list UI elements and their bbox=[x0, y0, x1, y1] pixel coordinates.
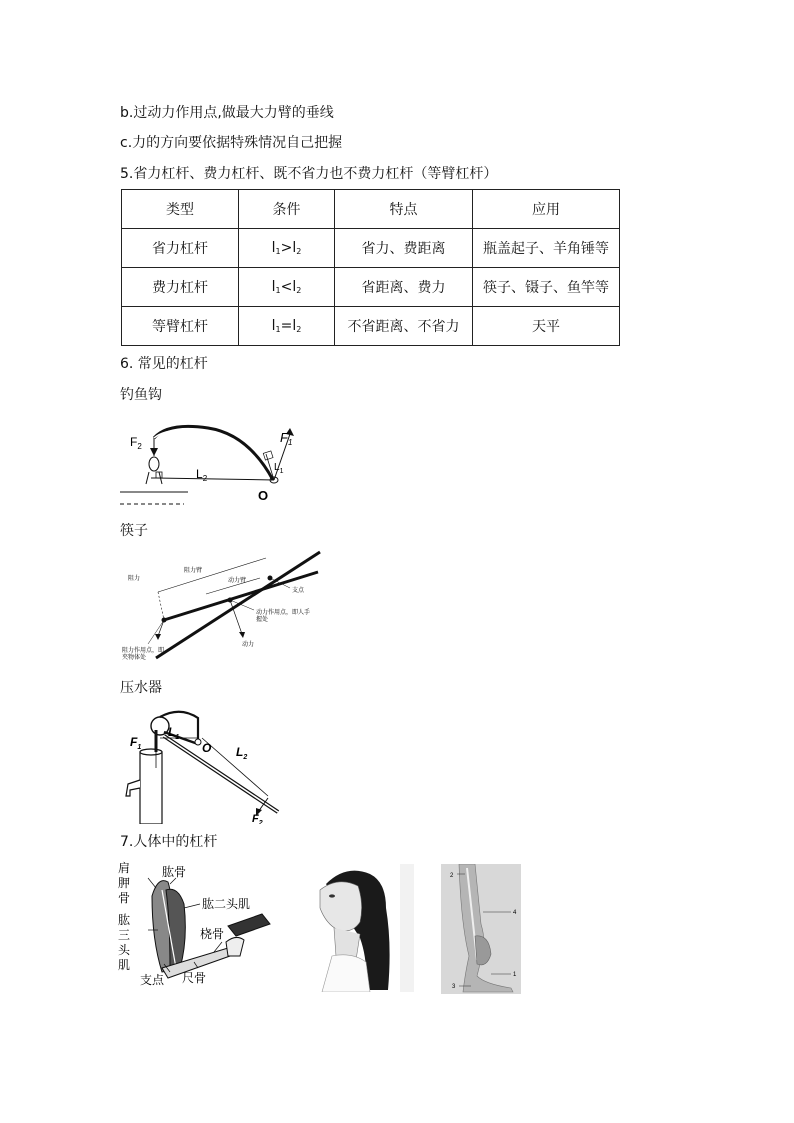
power-arrow-icon bbox=[239, 632, 245, 638]
hand-shape bbox=[226, 937, 244, 956]
chopsticks-figure bbox=[118, 548, 324, 664]
biceps-leader bbox=[184, 904, 200, 908]
table-row bbox=[122, 307, 620, 346]
water-pump-figure bbox=[118, 704, 290, 824]
cond-op: = bbox=[280, 318, 293, 334]
l2-arm bbox=[156, 478, 274, 480]
cell-feature: 不省距离、不省力 bbox=[335, 307, 473, 346]
label-4: 4 bbox=[513, 910, 517, 916]
pump-handle-inner bbox=[164, 736, 278, 812]
cond-b: l bbox=[292, 279, 297, 295]
table-row bbox=[122, 229, 620, 268]
cond-b: l bbox=[292, 318, 297, 334]
resist-point-label-1: 阻力作用点，即 bbox=[122, 648, 165, 654]
o-label: O bbox=[202, 741, 212, 755]
rod-outer bbox=[154, 426, 273, 480]
f1-label: $F_1$ bbox=[130, 735, 142, 751]
lever-types-table bbox=[121, 189, 620, 346]
triceps-label-4: 肌 bbox=[118, 958, 131, 972]
label-2: 2 bbox=[450, 873, 454, 879]
cell-application: 筷子、镊子、鱼竿等 bbox=[473, 268, 620, 307]
radius-label: 桡骨 bbox=[200, 927, 225, 941]
eye-icon bbox=[329, 894, 335, 897]
power-point-label-1: 动力作用点，即人手 bbox=[256, 610, 311, 616]
biceps-label: 肱二头肌 bbox=[202, 897, 251, 911]
resist-label: 阻力 bbox=[128, 576, 141, 582]
fulcrum-label: 支点 bbox=[292, 588, 305, 594]
cond-a: l bbox=[271, 240, 276, 256]
label-3: 3 bbox=[452, 984, 456, 990]
resist-arm-label: 阻力臂 bbox=[184, 568, 203, 574]
cond-sub-2: 2 bbox=[296, 247, 302, 256]
arm-lever-figure bbox=[118, 860, 276, 988]
l1-label: $L_1$ bbox=[274, 462, 284, 475]
fulcrum-label: 支点 bbox=[140, 973, 165, 987]
power-label: 动力 bbox=[242, 642, 255, 648]
scapula-label-1: 肩 bbox=[118, 861, 131, 875]
header-type: 类型 bbox=[122, 190, 239, 229]
f2-label: $F_2$ bbox=[130, 435, 142, 451]
ulna-label: 尺骨 bbox=[182, 971, 207, 985]
section-7-heading: 7.人体中的杠杆 bbox=[120, 834, 218, 850]
cond-a: l bbox=[271, 279, 276, 295]
table-header-row bbox=[122, 190, 620, 229]
line-c: c.力的方向要依据特殊情况自己把握 bbox=[120, 135, 343, 151]
cell-condition bbox=[239, 307, 335, 346]
header-application: 应用 bbox=[473, 190, 620, 229]
scapula-label-2: 胛 bbox=[118, 876, 131, 890]
line-b: b.过动力作用点,做最大力臂的垂线 bbox=[120, 105, 334, 121]
section-5-heading: 5.省力杠杆、费力杠杆、既不省力也不费力杠杆（等臂杠杆） bbox=[120, 166, 498, 182]
triceps-label-1: 肱 bbox=[118, 913, 131, 927]
cell-application: 瓶盖起子、羊角锤等 bbox=[473, 229, 620, 268]
head-tilt-photo bbox=[296, 864, 414, 992]
chopsticks-caption: 筷子 bbox=[120, 523, 148, 539]
face-shape bbox=[320, 882, 362, 931]
resist-arrow-icon bbox=[155, 634, 161, 640]
cond-a: l bbox=[271, 318, 276, 334]
humerus-label: 肱骨 bbox=[162, 865, 187, 879]
cell-condition bbox=[239, 229, 335, 268]
section-6-heading: 6. 常见的杠杆 bbox=[120, 356, 208, 372]
rod-inner bbox=[154, 430, 268, 480]
triceps-label-3: 头 bbox=[118, 943, 131, 957]
resist-arm-tick bbox=[158, 592, 164, 620]
shirt-shape bbox=[322, 955, 370, 992]
book-icon bbox=[228, 914, 270, 936]
fish-icon bbox=[146, 457, 162, 484]
cell-feature: 省力、费距离 bbox=[335, 229, 473, 268]
fishing-rod-figure bbox=[118, 418, 318, 510]
o-label: O bbox=[258, 488, 269, 503]
cond-sub-1: 1 bbox=[275, 325, 281, 334]
foot-photo bbox=[441, 864, 521, 994]
l1-right-angle bbox=[263, 451, 273, 460]
cell-application: 天平 bbox=[473, 307, 620, 346]
cell-type: 省力杠杆 bbox=[122, 229, 239, 268]
pump-top bbox=[140, 749, 162, 755]
cond-sub-2: 2 bbox=[296, 325, 302, 334]
l1-label: $L_1$ bbox=[168, 725, 180, 741]
l2-label: $L_2$ bbox=[236, 745, 248, 761]
power-arm-label: 动力臂 bbox=[228, 578, 247, 584]
cond-op: < bbox=[280, 279, 293, 295]
scapula-leader bbox=[148, 878, 156, 888]
photo-edge bbox=[400, 864, 414, 992]
cond-sub-2: 2 bbox=[296, 286, 302, 295]
pivot-icon bbox=[195, 739, 201, 745]
cond-sub-1: 1 bbox=[275, 286, 281, 295]
cond-sub-1: 1 bbox=[275, 247, 281, 256]
cond-op: > bbox=[280, 240, 293, 256]
cell-type: 等臂杠杆 bbox=[122, 307, 239, 346]
chopstick-lower bbox=[156, 552, 320, 658]
f1-label: $F_1$ bbox=[280, 430, 293, 447]
scapula-label-3: 骨 bbox=[118, 891, 131, 905]
resist-point-label-2: 夹物体处 bbox=[122, 655, 147, 661]
f2-arrow-icon bbox=[150, 448, 158, 456]
cell-feature: 省距离、费力 bbox=[335, 268, 473, 307]
l2-label: $L_2$ bbox=[196, 467, 208, 483]
fishing-rod-caption: 钓鱼钩 bbox=[120, 387, 162, 403]
f2-label: $F_2$ bbox=[252, 813, 263, 824]
spout bbox=[126, 780, 140, 796]
pump-body bbox=[140, 752, 162, 824]
power-point-label-2: 握处 bbox=[256, 617, 269, 623]
cell-condition bbox=[239, 268, 335, 307]
header-feature: 特点 bbox=[335, 190, 473, 229]
table-row bbox=[122, 268, 620, 307]
label-1: 1 bbox=[513, 972, 517, 978]
resist-point-leader bbox=[148, 620, 164, 644]
cell-type: 费力杠杆 bbox=[122, 268, 239, 307]
resist-arm-line bbox=[158, 558, 266, 592]
header-condition: 条件 bbox=[239, 190, 335, 229]
pump-caption: 压水器 bbox=[120, 680, 162, 696]
cond-b: l bbox=[292, 240, 297, 256]
triceps-label-2: 三 bbox=[118, 928, 131, 942]
